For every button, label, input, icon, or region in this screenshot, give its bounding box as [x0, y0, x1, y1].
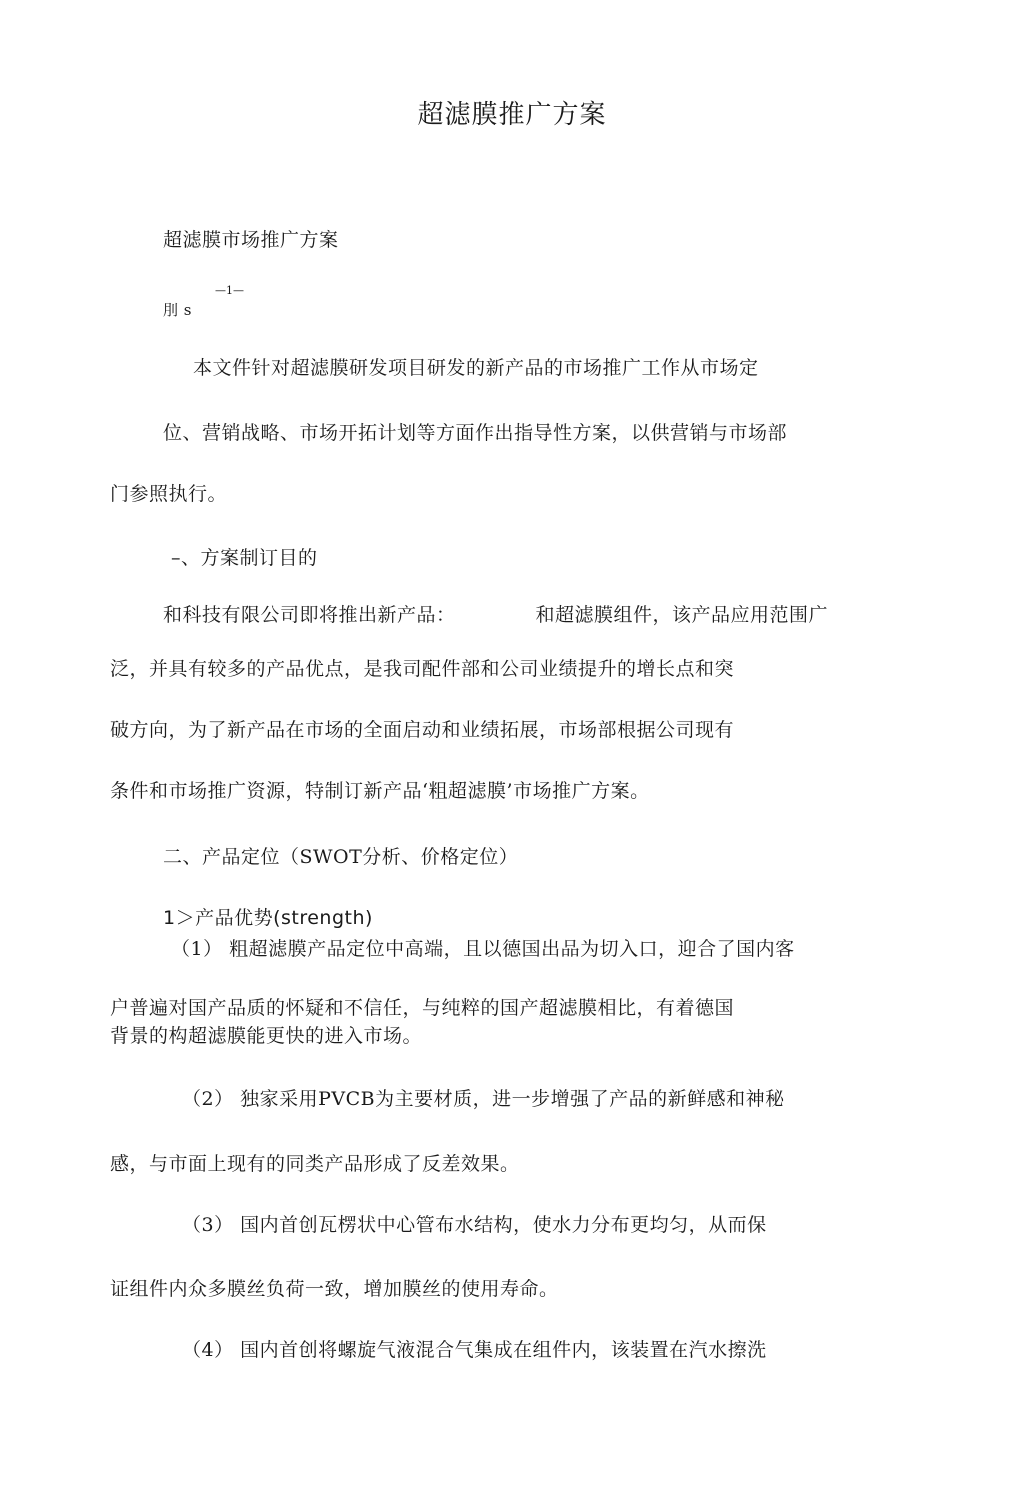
item-3-line-2: 证组件内众多膜丝负荷一致，增加膜丝的使用寿命。 [110, 1278, 559, 1300]
section1-line-1 [163, 603, 828, 627]
section-heading-1: –、方案制订目的 [171, 547, 318, 569]
item-1-line-2: 户普遍对国产品质的怀疑和不信任，与纯粹的国产超滤膜相比，有着德国 [110, 997, 735, 1019]
item-1-line-3: 背景的构超滤膜能更快的进入市场。 [110, 1025, 423, 1047]
section1-line-3: 破方向，为了新产品在市场的全面启动和业绩拓展，市场部根据公司现有 [110, 719, 735, 741]
item-2-line-2: 感，与市面上现有的同类产品形成了反差效果。 [110, 1153, 520, 1175]
page-title: 超滤膜推广方案 [417, 100, 607, 130]
strength-heading: 1＞产品优势(strength) [163, 907, 373, 929]
section1-line-1-part1: 和科技有限公司即将推出新产品： [163, 604, 456, 626]
section-heading-2: 二、产品定位（SWOT分析、价格定位） [163, 846, 519, 868]
item-3-line-1: （3） 国内首创瓦楞状中心管布水结构，使水力分布更均匀，从而保 [182, 1214, 767, 1236]
item-4-line-1: （4） 国内首创将螺旋气液混合气集成在组件内，该装置在汽水擦洗 [182, 1339, 767, 1361]
item-1-line-1: （1） 粗超滤膜产品定位中高端，且以德国出品为切入口，迎合了国内客 [171, 938, 795, 960]
section1-line-2: 泛，并具有较多的产品优点，是我司配件部和公司业绩提升的增长点和突 [110, 658, 735, 680]
page-marker: —1— [215, 284, 244, 297]
intro-line-3: 门参照执行。 [110, 483, 228, 505]
intro-line-2: 位、营销战略、市场开拓计划等方面作出指导性方案，以供营销与市场部 [163, 422, 788, 444]
section1-line-4: 条件和市场推广资源，特制订新产品‘粗超滤膜’市场推广方案。 [110, 780, 650, 802]
preface-label: 刖 s [163, 301, 192, 319]
intro-line-1: 本文件针对超滤膜研发项目研发的新产品的市场推广工作从市场定 [193, 357, 759, 379]
section1-line-1-part2: 和超滤膜组件，该产品应用范围广 [535, 604, 829, 626]
subtitle: 超滤膜市场推广方案 [163, 229, 339, 251]
item-2-line-1: （2） 独家采用PVCB为主要材质，进一步增强了产品的新鲜感和神秘 [182, 1088, 785, 1110]
